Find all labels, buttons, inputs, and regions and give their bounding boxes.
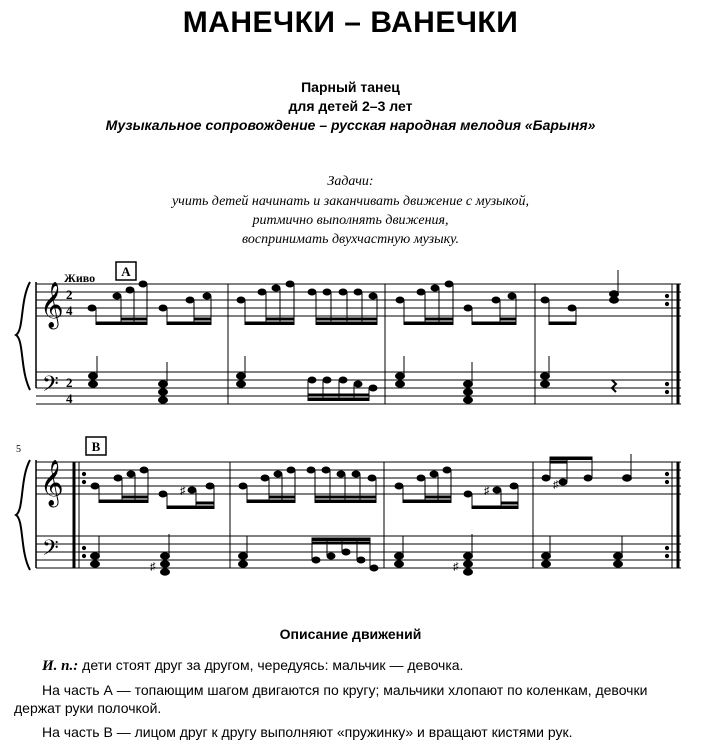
tasks-heading: Задачи:	[327, 174, 374, 189]
task-item: ритмично выполнять движения,	[252, 213, 449, 228]
bass-clef-icon: 𝄢	[42, 536, 59, 566]
rehearsal-mark-a	[116, 262, 136, 280]
rehearsal-mark-b	[86, 437, 106, 455]
svg-text:2: 2	[66, 287, 73, 302]
lead-label: И. п.:	[42, 658, 79, 674]
svg-text:♯: ♯	[553, 479, 559, 491]
description-heading: Описание движений	[279, 626, 422, 642]
svg-text:4: 4	[66, 391, 73, 406]
svg-text:♯: ♯	[453, 561, 459, 573]
task-item: воспринимать двухчастную музыку.	[241, 232, 459, 247]
page-title: МАНЕЧКИ – ВАНЕЧКИ	[182, 6, 519, 39]
svg-text:♯: ♯	[150, 561, 156, 573]
svg-text:♯: ♯	[180, 485, 186, 497]
treble-clef-icon: 𝄞	[40, 282, 64, 328]
bass-clef-icon: 𝄢	[42, 372, 59, 402]
bass-notes-2	[91, 534, 623, 575]
description-part-b: На часть В — лицом друг к другу выполняют «пружинку» и вращают кистями рук.	[42, 724, 573, 740]
tempo-marking: Живо	[64, 271, 96, 285]
svg-text:2: 2	[66, 375, 73, 390]
subtitle-music: Музыкальное сопровождение – русская народная мелодия «Барыня»	[105, 117, 596, 133]
description-part-a: На часть А — топающим шагом двигаются по кругу; мальчики хлопают по коленкам, девочки держат руки полочкой.	[14, 682, 648, 716]
description-lead	[14, 656, 690, 675]
measure-number: 5	[16, 444, 21, 455]
subtitle-age: для детей 2–3 лет	[288, 98, 413, 114]
svg-text:4: 4	[66, 303, 73, 318]
lead-text: дети стоят друг за другом, чередуясь: мальчик — девочка.	[78, 657, 464, 673]
treble-clef-icon: 𝄞	[40, 460, 64, 506]
svg-text:A: A	[121, 264, 131, 279]
task-item: учить детей начинать и заканчивать движение с музыкой,	[171, 194, 530, 209]
subtitle-dance-type: Парный танец	[301, 79, 400, 95]
svg-text:B: B	[91, 439, 101, 454]
svg-text:♯: ♯	[484, 485, 490, 497]
